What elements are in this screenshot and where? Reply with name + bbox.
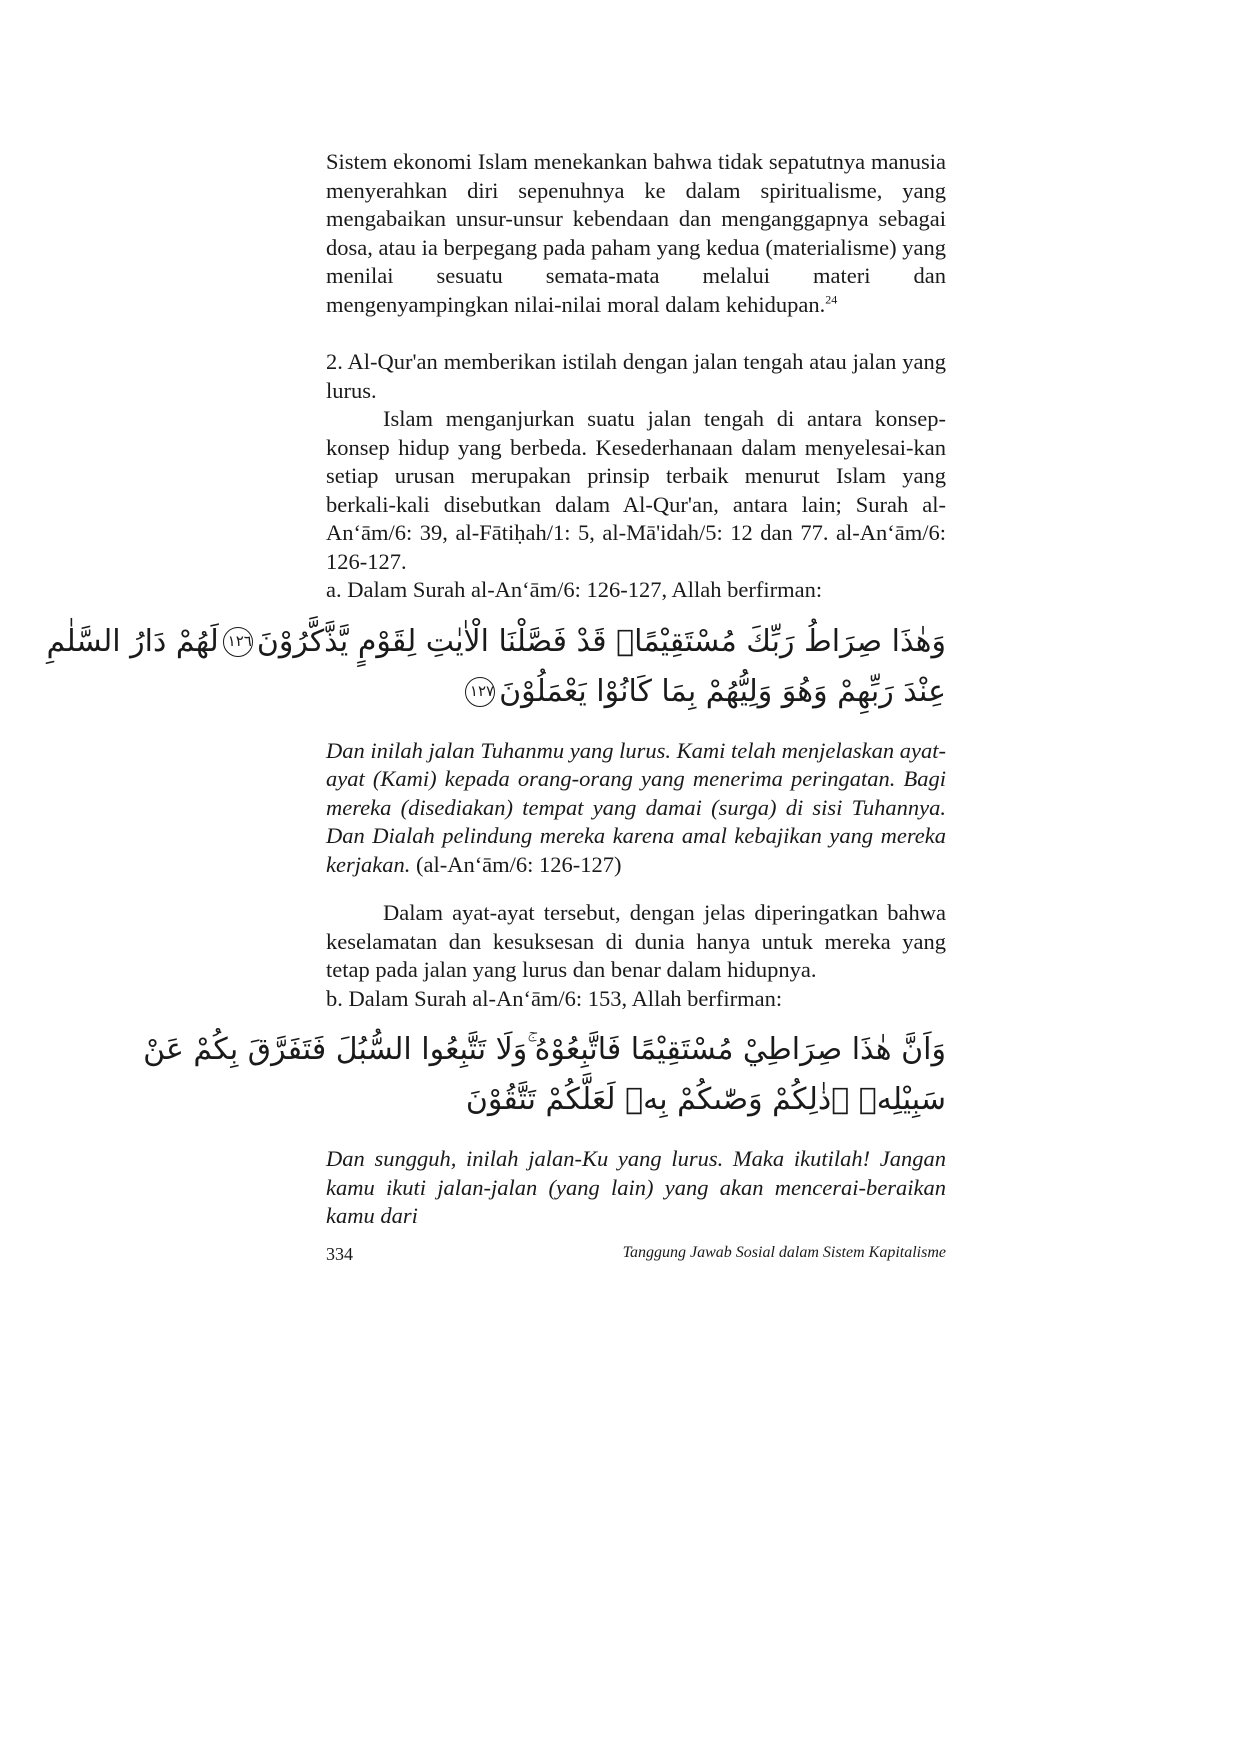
page-footer <box>326 1244 946 1265</box>
translation-b <box>326 1145 946 1231</box>
ayah-number-126: ١٢٦ <box>223 627 253 657</box>
translation-a-ref: (al-An‘ām/6: 126-127) <box>415 851 622 877</box>
footnote-ref[interactable]: 24 <box>825 292 838 306</box>
item-a-intro: a. Dalam Surah al-An‘ām/6: 126-127, Allah berfirman: <box>326 577 823 602</box>
translation-a <box>326 737 946 880</box>
verse-a-line-1 <box>46 617 946 667</box>
commentary-a: Dalam ayat-ayat tersebut, dengan jelas diperingatkan bahwa keselamatan dan kesuksesan di dunia hanya untuk mereka yang tetap pada jalan yang lurus dan benar dalam hidupnya. <box>326 900 946 982</box>
section-2-heading: 2. Al-Qur'an memberikan istilah dengan jalan tengah atau jalan yang lurus. <box>326 349 946 403</box>
verse-a-line-2-text: عِنْدَ رَبِّهِمْ وَهُوَ وَلِيُّهُمْ بِمَا كَانُوْا يَعْمَلُوْنَ <box>499 673 946 709</box>
section-2-paragraph: Islam menganjurkan suatu jalan tengah di antara konsep-konsep hidup yang berbeda. Kesederhanaan dalam menyelesai-kan setiap urusan merupakan prinsip terbaik menurut Islam yang berkali-kali disebutkan dalam Al-Qur'an, antara lain; Surah al-An‘ām/6: 39, al-Fātiḥah/1: 5, al-Mā'idah/5: 12 dan 77. al-An‘ām/6: 126-127. <box>326 406 946 574</box>
intro-paragraph <box>326 148 946 319</box>
verse-a-line-2 <box>326 667 946 717</box>
quran-verse-b <box>143 1025 946 1125</box>
translation-b-text: Dan sungguh, inilah jalan-Ku yang lurus. Maka ikutilah! Jangan kamu ikuti jalan-jalan (yang lain) yang akan mencerai-beraikan kamu dari <box>326 1146 946 1228</box>
intro-paragraph-text: Sistem ekonomi Islam menekankan bahwa tidak sepatutnya manusia menyerahkan diri sepenuhnya ke dalam spiritualisme, yang mengabaikan unsur-unsur kebendaan dan menganggapnya sebagai dosa, atau ia berpegang pada paham yang kedua (materialisme) yang menilai sesuatu semata-mata melalui materi dan mengenyampingkan nilai-nilai moral dalam kehidupan. <box>326 149 946 317</box>
item-b-intro: b. Dalam Surah al-An‘ām/6: 153, Allah berfirman: <box>326 985 783 1011</box>
translation-a-text: Dan inilah jalan Tuhanmu yang lurus. Kami telah menjelaskan ayat-ayat (Kami) kepada orang-orang yang menerima peringatan. Bagi mereka (disediakan) tempat yang damai (surga) di sisi Tuhannya. Dan Dialah pelindung mereka karena amal kebajikan yang mereka kerjakan. <box>326 737 946 877</box>
ayah-number-127: ١٢٧ <box>465 677 495 707</box>
verse-b-line-1: وَاَنَّ هٰذَا صِرَاطِيْ مُسْتَقِيْمًا فَاتَّبِعُوْهُ ۚوَلَا تَتَّبِعُوا السُّبُلَ فَتَفَرَّقَ بِكُمْ عَنْ <box>143 1032 946 1067</box>
quran-verse-a <box>46 617 946 717</box>
verse-a-line-1b-text: لَهُمْ دَارُ السَّلٰمِ <box>46 623 219 659</box>
verse-a-line-1-text: وَهٰذَا صِرَاطُ رَبِّكَ مُسْتَقِيْمًاۗ قَدْ فَصَّلْنَا الْاٰيٰتِ لِقَوْمٍ يَّذَّكَّرُوْنَ <box>256 623 946 659</box>
running-title: Tanggung Jawab Sosial dalam Sistem Kapitalisme <box>622 1244 946 1261</box>
main-text <box>46 148 946 1231</box>
verse-b-line-2: سَبِيْلِهٖ ۗذٰلِكُمْ وَصّٰىكُمْ بِهٖ لَعَلَّكُمْ تَتَّقُوْنَ <box>465 1082 946 1117</box>
page-number: 334 <box>326 1244 353 1264</box>
